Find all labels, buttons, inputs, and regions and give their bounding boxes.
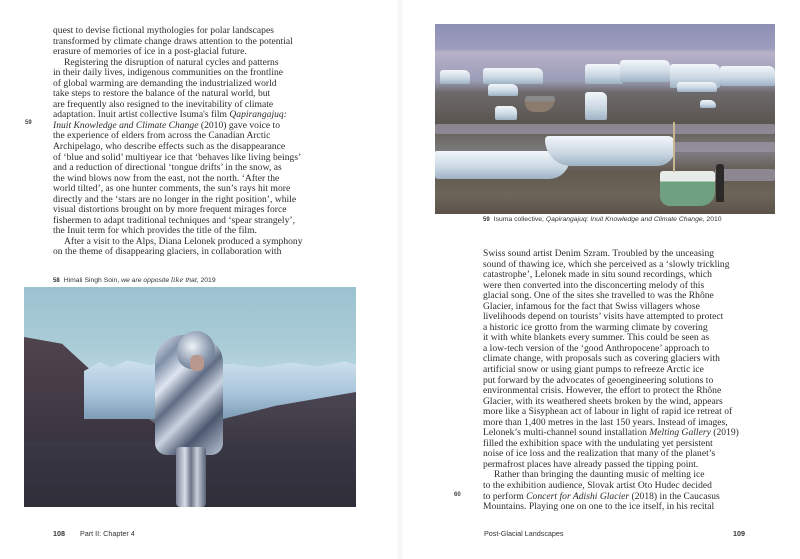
stranded-ice-chunk bbox=[700, 100, 716, 108]
ice-floe bbox=[585, 64, 623, 84]
line-text: environmental crisis. However, the effort to protect the Rhône bbox=[483, 385, 722, 397]
right-folio-number bbox=[733, 529, 745, 538]
line-text: in their daily lives, indigenous communities on the frontline bbox=[53, 67, 284, 79]
text-line bbox=[483, 502, 739, 513]
line-text: (2019) bbox=[710, 427, 739, 439]
line-text: of global warming are demanding the industrialized world bbox=[53, 77, 277, 89]
tidal-pool bbox=[715, 169, 775, 181]
line-text: Glacier, with its weathered sheets broken by the wind, appears bbox=[483, 395, 723, 407]
caption-text: Isuma collective, bbox=[493, 216, 546, 223]
caption-title: we are opposite bbox=[121, 277, 171, 284]
line-text: were then converted into the disconcerting melody of this bbox=[483, 279, 705, 291]
line-text: glacial song. One of the sites she travelled to was the Rhône bbox=[483, 290, 714, 302]
line-text: adaptation. Inuit artist collective Isuma's film bbox=[53, 109, 230, 121]
line-text: more like a Sisyphean act of labour in light of rapid ice retreat of bbox=[483, 406, 733, 418]
ice-floe bbox=[440, 70, 470, 84]
line-text: world tilted’, as one hunter comments, the sun’s rays hit more bbox=[53, 183, 291, 195]
arctic-shore-photo bbox=[435, 24, 775, 214]
silver-legs bbox=[176, 447, 206, 507]
line-text: Rather than bringing the daunting music of melting ice bbox=[494, 469, 705, 481]
face bbox=[190, 355, 204, 371]
margin-figure-ref: 60 bbox=[454, 492, 461, 498]
line-text: of ‘blue and solid’ multiyear ice that ‘behaves like living beings’ bbox=[53, 151, 302, 163]
boat bbox=[525, 96, 555, 112]
line-text: artificial snow or using giant pumps to refreeze Arctic ice bbox=[483, 364, 704, 376]
caption-year: , 2010 bbox=[702, 216, 722, 223]
italic-title: Concert for Adishi Glacier bbox=[526, 490, 630, 502]
line-text: noise of ice loss and the realization that many of the planet’s bbox=[483, 448, 716, 460]
line-text: Lelonek’s multi-channel sound installation bbox=[483, 427, 650, 439]
foil-figure-photo bbox=[24, 287, 356, 507]
stranded-ice-chunk bbox=[495, 106, 517, 120]
caption-number: 59 bbox=[483, 217, 490, 223]
tidal-pool bbox=[435, 124, 775, 134]
line-text: Archipelago, who describe effects such as the disappearance bbox=[53, 141, 286, 153]
line-text: more than 1,400 metres in the last 150 years. Instead of images, bbox=[483, 416, 728, 428]
line-text: Mountains. Playing one on one to the ice itself, in his recital bbox=[483, 501, 715, 513]
line-text: quest to devise fictional mythologies for polar landscapes bbox=[53, 25, 274, 36]
line-text: livelihoods depend on tourists’ visits have attempted to protect bbox=[483, 311, 724, 323]
figure-caption-59 bbox=[483, 216, 722, 223]
line-text: it with white blankets every summer. This could be seen as bbox=[483, 332, 710, 344]
line-text: permafrost places have already passed the tipping point. bbox=[483, 458, 699, 470]
ice-floe bbox=[483, 68, 543, 84]
left-folio bbox=[53, 529, 135, 538]
person bbox=[716, 164, 724, 202]
line-text: Registering the disruption of natural cycles and patterns bbox=[64, 56, 279, 68]
caption-text: Himali Singh Soin, bbox=[63, 277, 122, 284]
caption-title-end: that bbox=[183, 277, 197, 284]
boat-pole bbox=[673, 122, 675, 172]
stranded-ice-chunk bbox=[585, 92, 607, 120]
line-text: to the exhibition audience, Slovak artist Oto Hudec decided bbox=[483, 480, 712, 492]
italic-title: Qapirangajuq: bbox=[229, 109, 287, 121]
line-text: the wind blows now from the east, not the north. ‘After the bbox=[53, 172, 280, 184]
line-text: directly and the ‘stars are no longer in the right position’, while bbox=[53, 193, 297, 205]
book-gutter bbox=[398, 0, 402, 559]
italic-title: Melting Gallery bbox=[649, 427, 711, 439]
line-text: After a visit to the Alps, Diana Lelonek produced a symphony bbox=[64, 235, 303, 247]
caption-year: , 2019 bbox=[196, 277, 216, 284]
line-text: take steps to restore the balance of the natural world, but bbox=[53, 88, 271, 100]
line-text: a low-tech version of the ‘good Anthropocene’ approach to bbox=[483, 342, 710, 354]
right-folio bbox=[484, 529, 564, 538]
ice-floe bbox=[677, 82, 717, 92]
tidal-pool bbox=[670, 142, 775, 152]
caption-title-emphasis: like bbox=[170, 276, 184, 284]
line-text: climate change, with proposals such as covering glaciers with bbox=[483, 353, 720, 365]
ice-floe bbox=[720, 66, 775, 86]
line-text: and a reduction of directional ‘tongue drifts’ in the snow, as bbox=[53, 162, 282, 174]
line-text: on the theme of disappearing glaciers, in collaboration with bbox=[53, 246, 282, 258]
line-text: put forward by the advocates of geoengineering solutions to bbox=[483, 374, 714, 386]
line-text: (2010) gave voice to bbox=[198, 119, 281, 131]
page-number: 109 bbox=[733, 529, 745, 538]
line-text: are frequently also resigned to the inevitability of climate bbox=[53, 98, 274, 110]
caption-number: 58 bbox=[53, 278, 60, 284]
line-text: the experience of elders from across the Canadian Arctic bbox=[53, 130, 271, 142]
line-text: filled the exhibition space with the undulating yet persistent bbox=[483, 437, 713, 449]
line-text: (2018) in the Caucasus bbox=[629, 490, 720, 502]
line-text: catastrophe’, Lelonek made in situ sound recordings, which bbox=[483, 269, 712, 281]
running-head: Part II: Chapter 4 bbox=[80, 529, 135, 538]
ice-floe bbox=[488, 84, 518, 96]
line-text: sound of thawing ice, which she perceived as a ‘slowly trickling bbox=[483, 258, 730, 270]
running-head: Post-Glacial Landscapes bbox=[484, 529, 564, 538]
line-text: fishermen to adapt traditional techniques and ‘spear strangely’, bbox=[53, 214, 295, 226]
line-text: a historic ice grotto from the warming climate by covering bbox=[483, 321, 708, 333]
page-number: 108 bbox=[53, 529, 65, 538]
italic-title: Inuit Knowledge and Climate Change bbox=[53, 119, 199, 131]
line-text: Swiss sound artist Denim Szram. Troubled by the unceasing bbox=[483, 248, 715, 259]
line-text: to perform bbox=[483, 490, 527, 502]
line-text: Glacier, infamous for the fact that Swiss villagers whose bbox=[483, 300, 700, 312]
text-line bbox=[53, 247, 303, 258]
figure-caption-58 bbox=[53, 276, 216, 284]
line-text: erasure of memories of ice in a post-glacial future. bbox=[53, 46, 247, 58]
left-body-text bbox=[53, 26, 303, 258]
right-body-text bbox=[483, 249, 739, 513]
line-text: transformed by climate change draws attention to the potential bbox=[53, 35, 293, 47]
line-text: the Inuit term for which provides the title of the film. bbox=[53, 225, 257, 237]
margin-figure-ref: 59 bbox=[25, 120, 32, 126]
large-ice-floe bbox=[545, 136, 675, 166]
ice-floe bbox=[620, 60, 670, 82]
green-boat bbox=[660, 171, 715, 206]
caption-title: Qapirangajuq: Inuit Knowledge and Climate Change bbox=[545, 216, 703, 223]
line-text: visual distortions brought on by more frequent mirages force bbox=[53, 204, 287, 216]
